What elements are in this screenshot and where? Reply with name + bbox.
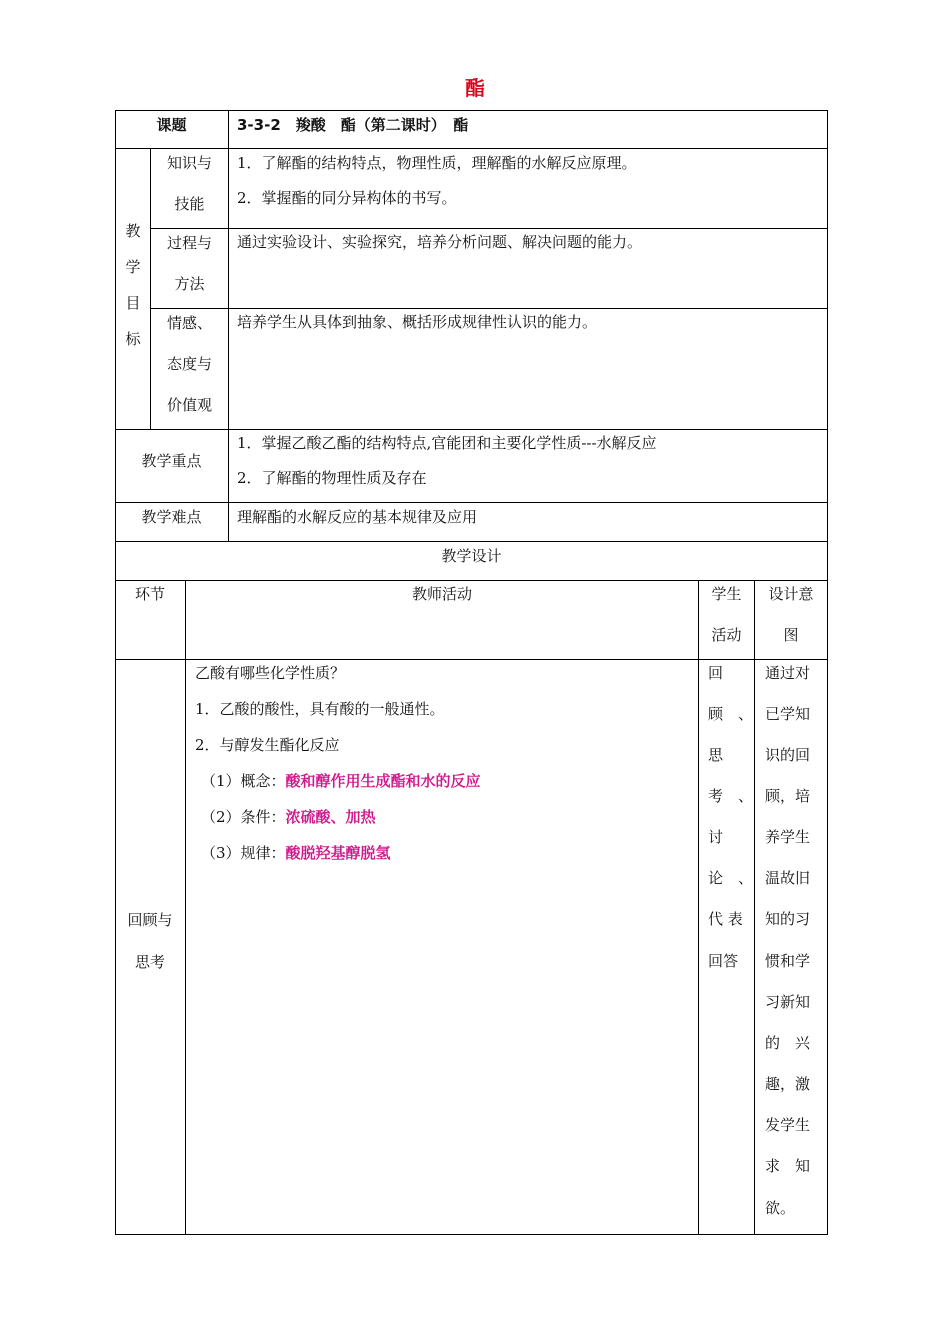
design-intent-line: 求 知 — [765, 1157, 811, 1175]
design-intent-line: 养学生 — [765, 828, 811, 846]
student-activity-line: 论 、 — [708, 869, 754, 887]
col-divider — [228, 110, 229, 541]
design-heading: 教学设计 — [441, 547, 502, 565]
student-activity-line: 讨 — [708, 828, 724, 846]
key-point-item: 1．掌握乙酸乙酯的结构特点,官能团和主要化学性质---水解反应 — [237, 434, 657, 452]
sub-item-label: （2）条件： — [201, 808, 286, 826]
table-border-left — [115, 110, 116, 1235]
review-question: 乙酸有哪些化学性质？ — [195, 664, 346, 682]
student-activity-line: 考 、 — [708, 787, 754, 805]
student-activity-line: 回 — [708, 664, 724, 682]
intent-column-header: 设计意 — [768, 585, 814, 603]
knowledge-item: 1．了解酯的结构特点，物理性质，理解酯的水解反应原理。 — [237, 154, 637, 172]
student-activity-line: 思 — [708, 746, 724, 764]
sub-item-answer: 浓硫酸、加热 — [285, 808, 376, 826]
lesson-plan-table — [115, 110, 828, 1235]
process-label: 方法 — [174, 275, 205, 293]
design-intent-line: 识的回 — [765, 746, 811, 764]
section-column-header: 环节 — [134, 585, 165, 603]
sub-item-answer: 酸和醇作用生成酯和水的反应 — [285, 772, 481, 790]
emotion-label: 情感、 — [166, 314, 212, 332]
key-point-item: 2．了解酯的物理性质及存在 — [237, 469, 427, 487]
process-label: 过程与 — [166, 234, 212, 252]
design-intent-line: 惯和学 — [765, 952, 811, 970]
knowledge-item: 2．掌握酯的同分异构体的书写。 — [237, 189, 457, 207]
col-divider — [698, 580, 699, 1235]
intent-column-header: 图 — [783, 626, 799, 644]
review-section-label: 思考 — [134, 953, 165, 971]
knowledge-label: 技能 — [174, 195, 205, 213]
teacher-column-header: 教师活动 — [411, 585, 472, 603]
review-section-label: 回顾与 — [127, 911, 173, 929]
row-divider — [150, 228, 828, 229]
design-intent-line: 通过对 — [765, 664, 811, 682]
student-column-header: 学生 — [711, 585, 742, 603]
review-sub-item — [201, 807, 376, 827]
design-intent-line: 发学生 — [765, 1116, 811, 1134]
review-sub-item — [201, 771, 481, 791]
table-border-top — [115, 110, 828, 111]
difficulty-text: 理解酯的水解反应的基本规律及应用 — [237, 508, 478, 526]
col-divider — [754, 580, 755, 1235]
sub-item-label: （3）规律： — [201, 844, 286, 862]
row-divider — [115, 148, 828, 149]
design-intent-line: 的 兴 — [765, 1034, 811, 1052]
objectives-label-char: 目 — [125, 294, 141, 312]
knowledge-label: 知识与 — [166, 154, 212, 172]
row-divider — [115, 429, 828, 430]
objectives-label-char: 标 — [125, 330, 141, 348]
table-border-bottom — [115, 1234, 828, 1235]
student-activity-line: 顾 、 — [708, 705, 754, 723]
row-divider — [115, 541, 828, 542]
topic-label: 课题 — [156, 116, 187, 134]
sub-item-label: （1）概念： — [201, 772, 286, 790]
emotion-text: 培养学生从具体到抽象、概括形成规律性认识的能力。 — [237, 313, 598, 331]
emotion-label: 价值观 — [166, 396, 212, 414]
objectives-label-char: 学 — [125, 258, 141, 276]
design-intent-line: 已学知 — [765, 705, 811, 723]
col-divider — [185, 580, 186, 1235]
difficulty-label: 教学难点 — [141, 508, 202, 526]
review-sub-item — [201, 843, 391, 863]
student-activity-line: 代 表 — [708, 910, 743, 928]
row-divider — [150, 308, 828, 309]
review-item: 2．与醇发生酯化反应 — [195, 736, 340, 754]
topic-value: 3-3-2 羧酸 酯（第二课时） 酯 — [237, 116, 469, 134]
design-intent-line: 习新知 — [765, 993, 811, 1011]
row-divider — [115, 502, 828, 503]
key-points-label: 教学重点 — [141, 452, 202, 470]
student-activity-line: 回答 — [708, 952, 739, 970]
sub-item-answer: 酸脱羟基醇脱氢 — [285, 844, 391, 862]
row-divider — [115, 659, 828, 660]
process-text: 通过实验设计、实验探究，培养分析问题、解决问题的能力。 — [237, 233, 643, 251]
design-intent-line: 趣，激 — [765, 1075, 811, 1093]
design-intent-line: 顾，培 — [765, 787, 811, 805]
row-divider — [115, 580, 828, 581]
emotion-label: 态度与 — [166, 355, 212, 373]
design-intent-line: 知的习 — [765, 910, 811, 928]
document-title: 酯 — [465, 76, 485, 100]
design-intent-line: 温故旧 — [765, 869, 811, 887]
table-border-right — [827, 110, 828, 1235]
review-item: 1．乙酸的酸性，具有酸的一般通性。 — [195, 700, 445, 718]
design-intent-line: 欲。 — [765, 1199, 796, 1217]
objectives-label-char: 教 — [125, 222, 141, 240]
student-column-header: 活动 — [711, 626, 742, 644]
